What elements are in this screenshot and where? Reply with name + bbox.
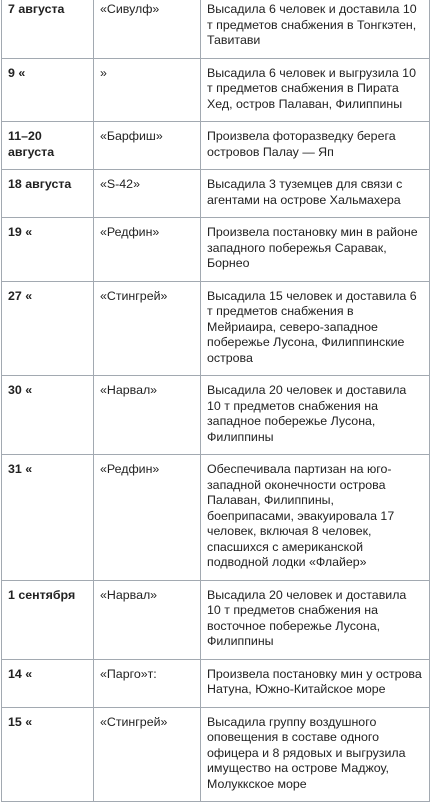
- description-cell: Произвела постановку мин в районе западного побережья Саравак, Борнео: [201, 218, 430, 282]
- submarine-cell: «Редфин»: [94, 455, 201, 581]
- description-cell: Высадила 20 человек и доставила 10 т предметов снабжения на восточное побережье Лусона, Филиппины: [201, 580, 430, 659]
- table-row: [2, 58, 430, 122]
- submarine-cell: «Стингрей»: [94, 281, 201, 376]
- table-row: [2, 659, 430, 707]
- submarine-cell: «Барфиш»: [94, 122, 201, 170]
- description-cell: Высадила 6 человек и выгрузила 10 т предметов снабжения в Пирата Хед, остров Палаван, Филиппины: [201, 58, 430, 122]
- date-cell: 11–20 августа: [2, 122, 94, 170]
- date-cell: 14 «: [2, 659, 94, 707]
- submarine-cell: «Сивулф»: [94, 0, 201, 58]
- date-cell: 9 «: [2, 58, 94, 122]
- table-row: [2, 376, 430, 455]
- date-cell: 19 «: [2, 218, 94, 282]
- submarine-cell: «S-42»: [94, 170, 201, 218]
- table-row: [2, 707, 430, 802]
- table-row: [2, 580, 430, 659]
- description-cell: Высадила 15 человек и доставила 6 т предметов снабжения в Мейриаира, северо-западное побережье Лусона, Филиппинские острова: [201, 281, 430, 376]
- description-cell: Произвела постановку мин у острова Натуна, Южно-Китайское море: [201, 659, 430, 707]
- date-cell: 18 августа: [2, 170, 94, 218]
- operations-table: [1, 0, 430, 802]
- date-cell: 1 сентября: [2, 580, 94, 659]
- description-cell: Произвела фоторазведку берега островов Палау — Яп: [201, 122, 430, 170]
- date-cell: 31 «: [2, 455, 94, 581]
- submarine-cell: «Стингрей»: [94, 707, 201, 802]
- submarine-cell: «Нарвал»: [94, 580, 201, 659]
- date-cell: 27 «: [2, 281, 94, 376]
- table-row: [2, 122, 430, 170]
- description-cell: Высадила группу воздушного оповещения в составе одного офицера и 8 рядовых и выгрузила имущество на острове Маджоу, Молуккское море: [201, 707, 430, 802]
- submarine-cell: «Парго»т:: [94, 659, 201, 707]
- submarine-cell: «Редфин»: [94, 218, 201, 282]
- description-cell: Высадила 20 человек и доставила 10 т предметов снабжения на западное побережье Лусона, Филиппины: [201, 376, 430, 455]
- description-cell: Высадила 6 человек и доставила 10 т предметов снабжения в Тонгкэтен, Тавитави: [201, 0, 430, 58]
- description-cell: Высадила 3 туземцев для связи с агентами на острове Хальмахера: [201, 170, 430, 218]
- table-row: [2, 281, 430, 376]
- table-row: [2, 218, 430, 282]
- submarine-cell: »: [94, 58, 201, 122]
- date-cell: 15 «: [2, 707, 94, 802]
- date-cell: 7 августа: [2, 0, 94, 58]
- date-cell: 30 «: [2, 376, 94, 455]
- description-cell: Обеспечивала партизан на юго-западной оконечности острова Палаван, Филиппины, боеприпасами, эвакуировала 17 человек, включая 8 человек, спасшихся с американской подводной лодки «Флайер»: [201, 455, 430, 581]
- table-row: [2, 170, 430, 218]
- table-row: [2, 455, 430, 581]
- table-row: [2, 0, 430, 58]
- submarine-cell: «Нарвал»: [94, 376, 201, 455]
